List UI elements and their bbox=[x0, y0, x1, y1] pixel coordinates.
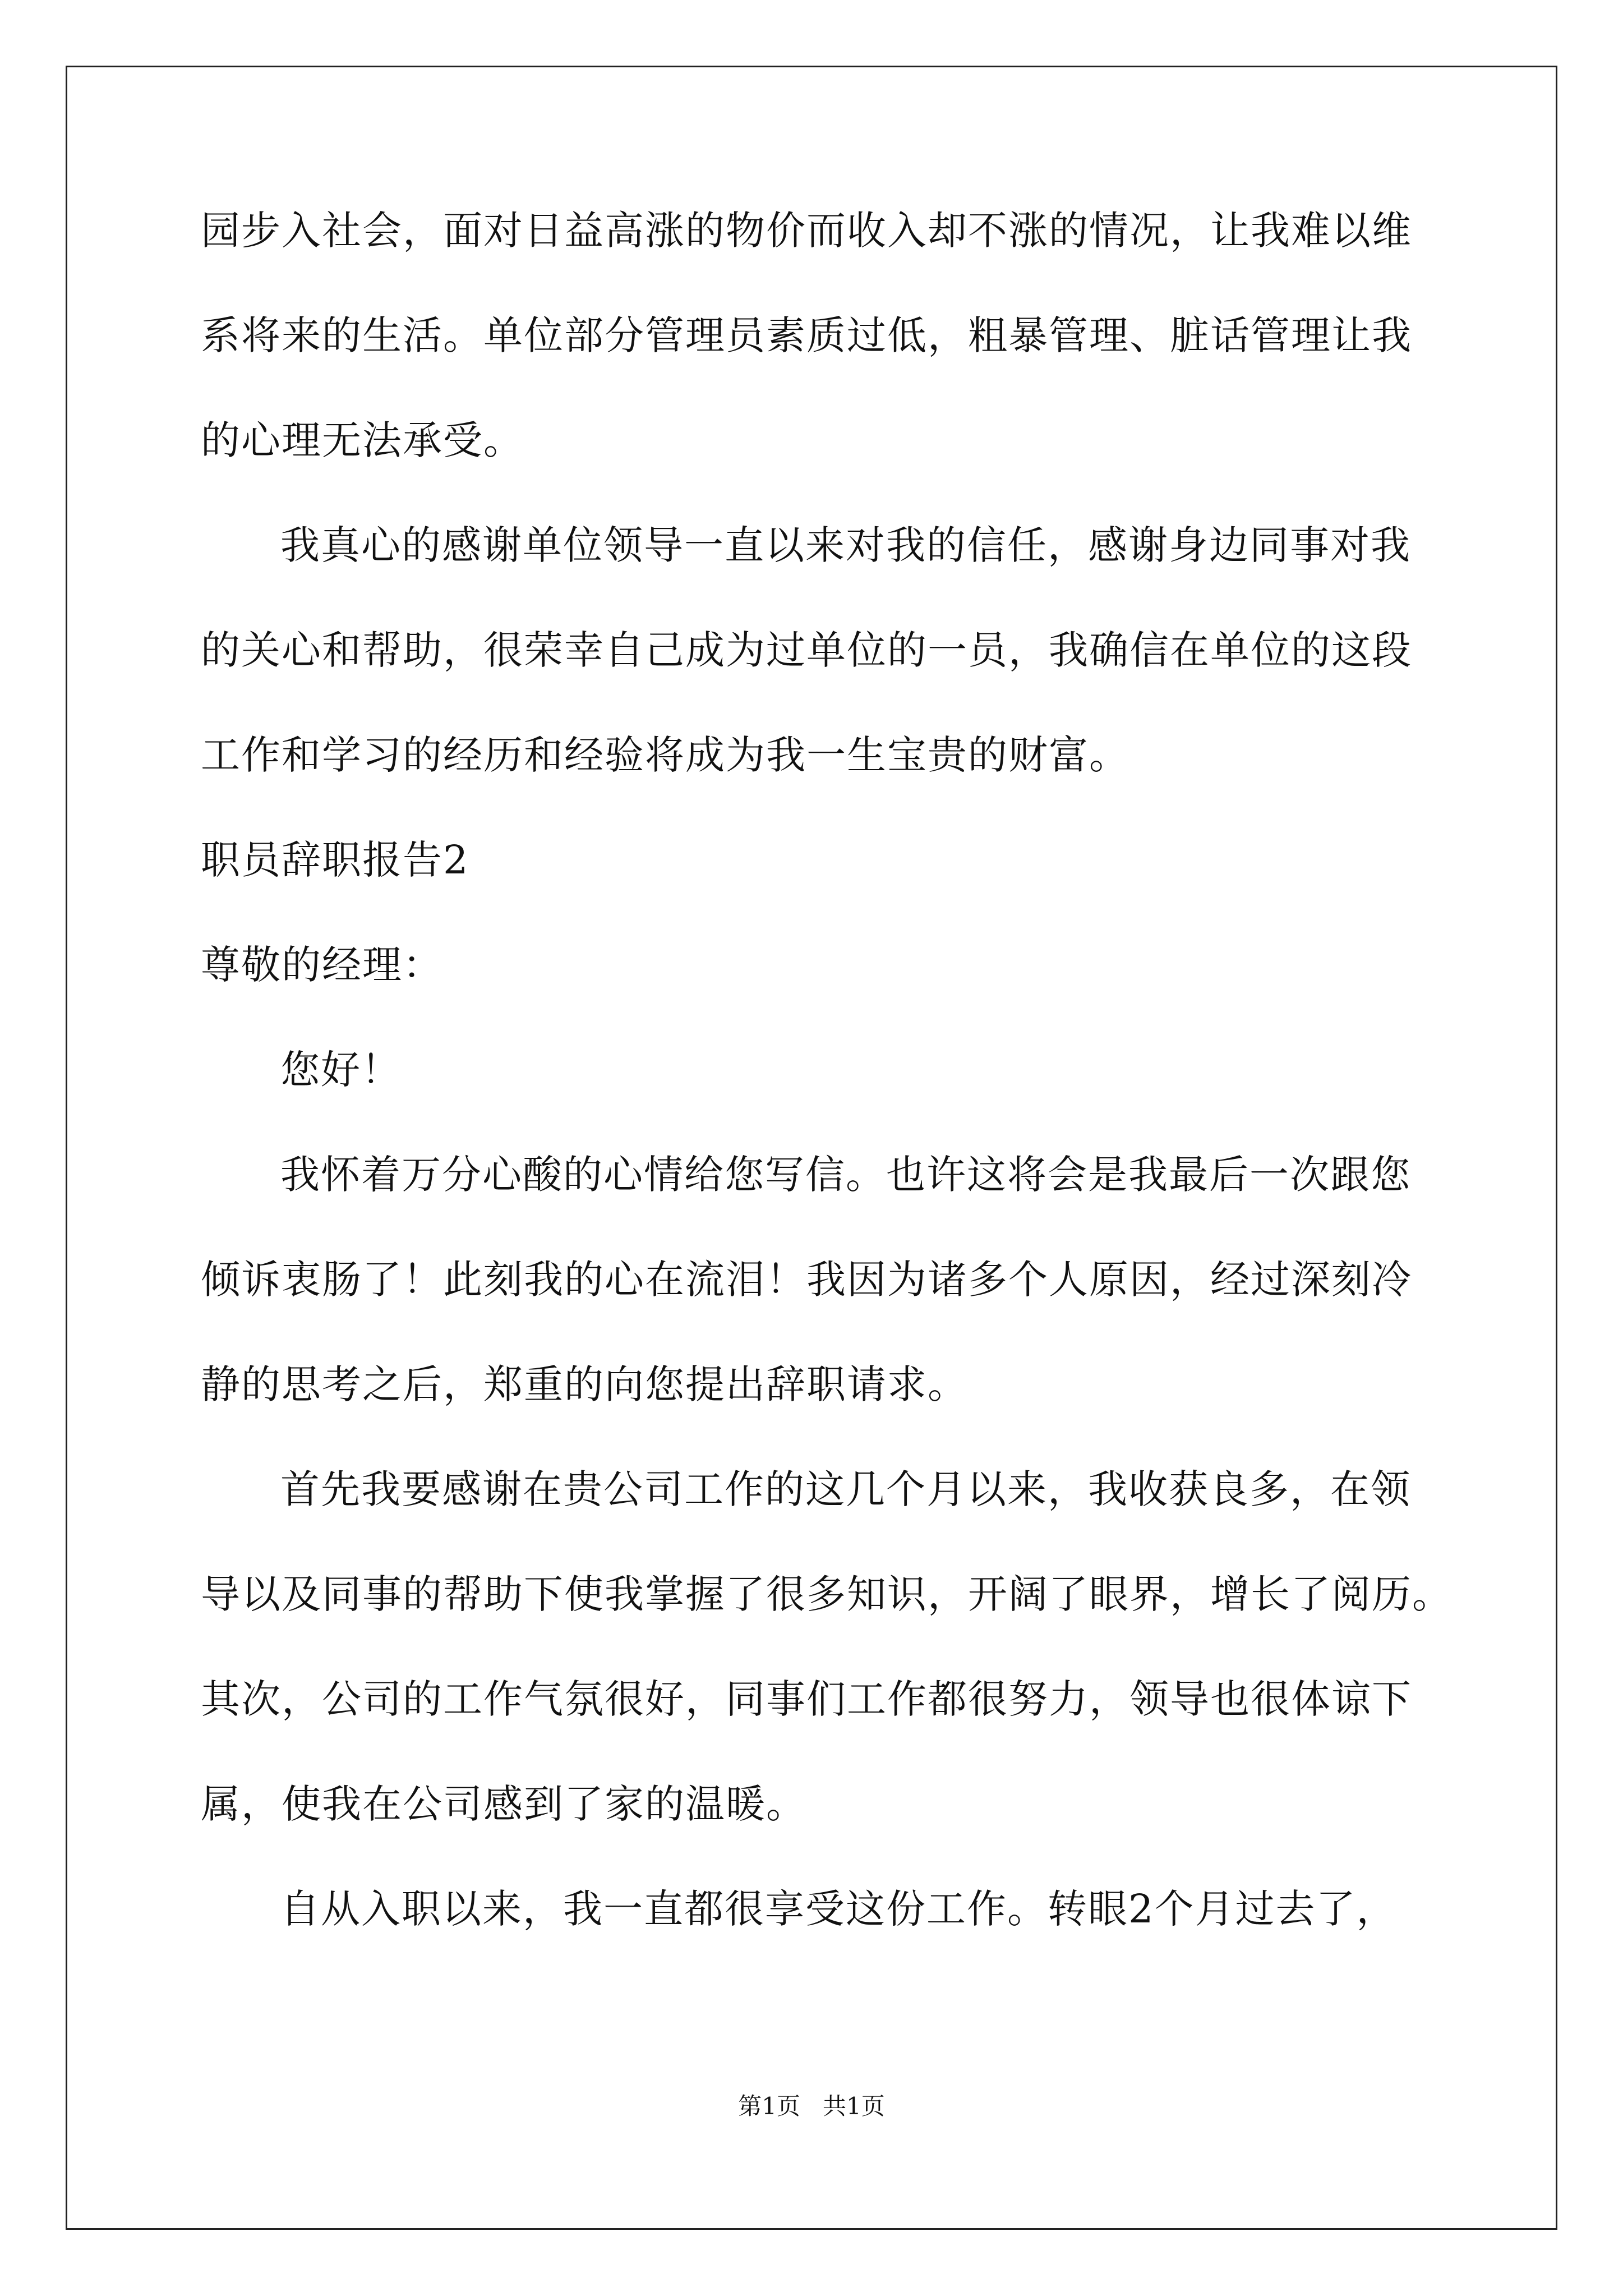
text-line: 倾诉衷肠了！此刻我的心在流泪！我因为诸多个人原因，经过深刻冷 bbox=[201, 1257, 1412, 1303]
text-line: 静的思考之后，郑重的向您提出辞职请求。 bbox=[201, 1361, 968, 1407]
text-line: 我真心的感谢单位领导一直以来对我的信任，感谢身边同事对我 bbox=[280, 522, 1411, 568]
text-line: 职员辞职报告2 bbox=[201, 837, 469, 883]
text-line: 的心理无法承受。 bbox=[201, 417, 524, 463]
document-body bbox=[201, 208, 1453, 1994]
text-line: 其次，公司的工作气氛很好，同事们工作都很努力，领导也很体谅下 bbox=[201, 1676, 1412, 1722]
page-footer: 第1页 共1页 bbox=[738, 2092, 885, 2120]
text-line: 园步入社会，面对日益高涨的物价而收入却不涨的情况，让我难以维 bbox=[201, 208, 1412, 254]
text-line: 系将来的生活。单位部分管理员素质过低，粗暴管理、脏话管理让我 bbox=[201, 312, 1412, 358]
text-line: 工作和学习的经历和经验将成为我一生宝贵的财富。 bbox=[201, 732, 1129, 778]
text-line: 属，使我在公司感到了家的温暖。 bbox=[201, 1781, 806, 1827]
text-line: 导以及同事的帮助下使我掌握了很多知识，开阔了眼界，增长了阅历。 bbox=[201, 1571, 1453, 1617]
text-line: 的关心和帮助，很荣幸自己成为过单位的一员，我确信在单位的这段 bbox=[201, 627, 1412, 673]
text-line: 尊敬的经理： bbox=[201, 942, 443, 988]
text-line: 我怀着万分心酸的心情给您写信。也许这将会是我最后一次跟您 bbox=[280, 1152, 1411, 1198]
text-line: 首先我要感谢在贵公司工作的这几个月以来，我收获良多，在领 bbox=[280, 1466, 1411, 1512]
text-line: 您好！ bbox=[280, 1047, 402, 1093]
text-line: 自从入职以来，我一直都很享受这份工作。转眼2个月过去了， bbox=[280, 1886, 1397, 1932]
